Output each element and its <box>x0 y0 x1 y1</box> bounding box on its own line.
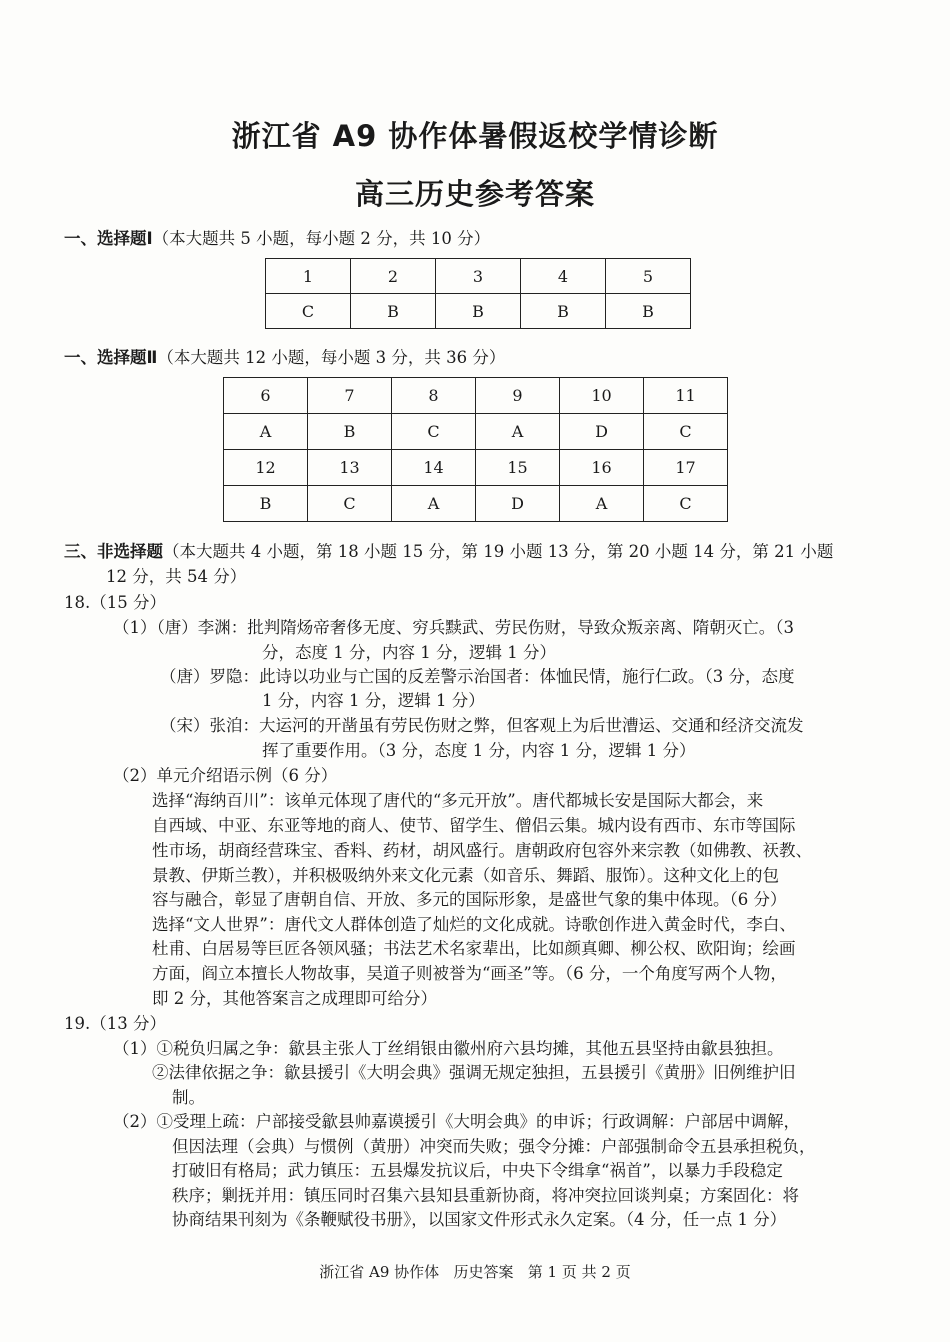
answer-line: 杜甫、白居易等巨匠各领风骚；书法艺术名家辈出，比如颜真卿、柳公权、欧阳询；绘画 <box>152 939 796 958</box>
answer-line: （唐）罗隐：此诗以功业与亡国的反差警示治国者：体恤民情，施行仁政。（3 分，态度 <box>160 667 795 686</box>
answer-line: （2）①受理上疏：户部接受歙县帅嘉谟援引《大明会典》的申诉；行政调解：户部居中调解， <box>113 1112 800 1131</box>
question-18-heading: 18.（15 分） <box>64 593 166 612</box>
table-row <box>224 414 728 450</box>
answer-line: 协商结果刊刻为《条鞭赋役书册》，以国家文件形式永久定案。（4 分，任一点 1 分） <box>172 1210 787 1229</box>
question-number: 15 <box>476 450 560 486</box>
answer-cell: A <box>476 414 560 450</box>
answer-cell: B <box>224 486 308 522</box>
question-number: 3 <box>436 259 521 294</box>
answer-cell: B <box>436 294 521 329</box>
question-number: 11 <box>644 378 728 414</box>
answer-line: （2）单元介绍语示例（6 分） <box>113 766 338 785</box>
answer-line: 即 2 分，其他答案言之成理即可给分） <box>152 989 437 1008</box>
answer-cell: C <box>308 486 392 522</box>
section-1-answer-table <box>265 258 691 329</box>
answer-line: 挥了重要作用。（3 分，态度 1 分，内容 1 分，逻辑 1 分） <box>262 741 696 760</box>
section-2-label: 一、选择题Ⅱ <box>64 348 158 367</box>
question-number: 6 <box>224 378 308 414</box>
answer-cell: B <box>308 414 392 450</box>
answer-line: 容与融合，彰显了唐朝自信、开放、多元的国际形象，是盛世气象的集中体现。（6 分） <box>152 890 787 909</box>
answer-cell: B <box>351 294 436 329</box>
answer-line: 制。 <box>172 1088 205 1107</box>
answer-line: 秩序；剿抚并用：镇压同时召集六县知县重新协商，将冲突拉回谈判桌；方案固化：将 <box>172 1186 799 1205</box>
question-number: 2 <box>351 259 436 294</box>
question-number: 16 <box>560 450 644 486</box>
question-number: 10 <box>560 378 644 414</box>
answer-cell: C <box>644 414 728 450</box>
question-number: 4 <box>521 259 606 294</box>
answer-line: （1）（唐）李渊：批判隋炀帝奢侈无度、穷兵黩武、劳民伤财，导致众叛亲离、隋朝灭亡。（3 <box>113 618 794 637</box>
answer-line: （宋）张洎：大运河的开凿虽有劳民伤财之弊，但客观上为后世漕运、交通和经济交流发 <box>160 716 804 735</box>
question-19-heading: 19.（13 分） <box>64 1014 166 1033</box>
answer-cell: A <box>560 486 644 522</box>
answer-line: 景教、伊斯兰教），并积极吸纳外来文化元素（如音乐、舞蹈、服饰）。这种文化上的包 <box>152 866 779 885</box>
answer-cell: B <box>606 294 691 329</box>
answer-line: 方面，阎立本擅长人物故事，吴道子则被誉为“画圣”等。（6 分，一个角度写两个人物， <box>152 964 787 983</box>
question-number: 14 <box>392 450 476 486</box>
question-number: 17 <box>644 450 728 486</box>
answer-cell: B <box>521 294 606 329</box>
table-row <box>224 378 728 414</box>
question-number: 7 <box>308 378 392 414</box>
answer-cell: D <box>476 486 560 522</box>
answer-cell: C <box>392 414 476 450</box>
answer-line: 分，态度 1 分，内容 1 分，逻辑 1 分） <box>262 643 556 662</box>
section-1-heading <box>64 225 490 249</box>
page-footer: 浙江省 A9 协作体 历史答案 第 1 页 共 2 页 <box>319 1263 631 1281</box>
answer-line: 选择“文人世界”：唐代文人群体创造了灿烂的文化成就。诗歌创作进入黄金时代，李白、 <box>152 915 796 934</box>
answer-cell: A <box>224 414 308 450</box>
section-1-note: （本大题共 5 小题，每小题 2 分，共 10 分） <box>152 229 491 248</box>
section-2-heading <box>64 344 505 368</box>
answer-cell: A <box>392 486 476 522</box>
section-3-label: 三、非选择题 <box>64 542 163 561</box>
answer-line: ②法律依据之争：歙县援引《大明会典》强调无规定独担，五县援引《黄册》旧例维护旧 <box>152 1063 796 1082</box>
answer-cell: C <box>266 294 351 329</box>
answer-cell: C <box>644 486 728 522</box>
answer-line: （1）①税负归属之争：歙县主张人丁丝绢银由徽州府六县均摊，其他五县坚持由歙县独担。 <box>113 1039 784 1058</box>
page-subtitle: 高三历史参考答案 <box>354 177 595 211</box>
answer-line: 性市场，胡商经营珠宝、香料、药材，胡风盛行。唐朝政府包容外来宗教（如佛教、祆教、 <box>152 841 812 860</box>
answer-line: 自西域、中亚、东亚等地的商人、使节、留学生、僧侣云集。城内设有西市、东市等国际 <box>152 816 796 835</box>
table-row <box>266 259 691 294</box>
question-number: 13 <box>308 450 392 486</box>
section-2-note: （本大题共 12 小题，每小题 3 分，共 36 分） <box>157 348 506 367</box>
section-3-note: （本大题共 4 小题，第 18 小题 15 分，第 19 小题 13 分，第 20 小题 14 分，第 21 小题 <box>163 542 834 561</box>
question-number: 8 <box>392 378 476 414</box>
question-number: 1 <box>266 259 351 294</box>
section-3-heading <box>64 538 833 562</box>
section-2-answer-table <box>223 377 728 522</box>
question-number: 12 <box>224 450 308 486</box>
page-title: 浙江省 A9 协作体暑假返校学情诊断 <box>231 119 719 153</box>
answer-line: 选择“海纳百川”：该单元体现了唐代的“多元开放”。唐代都城长安是国际大都会，来 <box>152 791 764 810</box>
answer-line: 1 分，内容 1 分，逻辑 1 分） <box>262 691 485 710</box>
section-1-label: 一、选择题Ⅰ <box>64 229 153 248</box>
table-row <box>266 294 691 329</box>
answer-line: 但因法理（会典）与惯例（黄册）冲突而失败；强令分摊：户部强制命令五县承担税负， <box>172 1137 816 1156</box>
table-row <box>224 486 728 522</box>
question-number: 9 <box>476 378 560 414</box>
section-3-note-continued: 12 分，共 54 分） <box>106 567 247 586</box>
answer-line: 打破旧有格局；武力镇压：五县爆发抗议后，中央下令缉拿“祸首”，以暴力手段稳定 <box>172 1161 783 1180</box>
question-number: 5 <box>606 259 691 294</box>
answer-cell: D <box>560 414 644 450</box>
table-row <box>224 450 728 486</box>
